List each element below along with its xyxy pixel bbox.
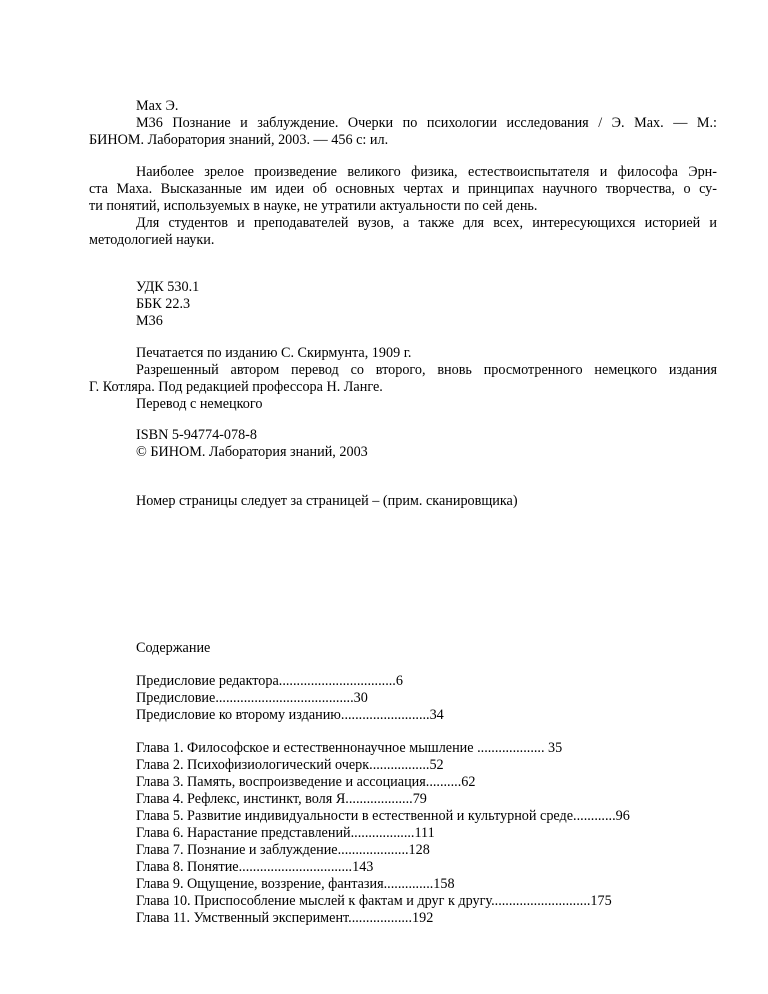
scanner-note-block — [89, 493, 717, 510]
isbn-number: ISBN 5-94774-078-8 — [136, 427, 257, 443]
toc-chapter-4[interactable]: Глава 4. Рефлекс, инстинкт, воля Я...................79 — [136, 791, 427, 807]
toc-chapter-2[interactable]: Глава 2. Психофизиологический очерк.................52 — [136, 757, 444, 773]
toc-entry[interactable]: Предисловие ко второму изданию.........................34 — [136, 707, 444, 723]
toc-chapter-8[interactable]: Глава 8. Понятие................................143 — [136, 859, 374, 875]
scanner-note: Номер страницы следует за страницей – (прим. сканировщика) — [136, 493, 518, 509]
toc-chapter-9[interactable]: Глава 9. Ощущение, воззрение, фантазия..............158 — [136, 876, 455, 892]
toc-chapter-5[interactable]: Глава 5. Развитие индивидуальности в естественной и культурной среде............96 — [136, 808, 630, 824]
classification — [89, 279, 717, 330]
toc-chapters — [89, 740, 717, 927]
annotation-line-1: Наиболее зрелое произведение великого физика, естествоиспытателя и философа Эрн- — [136, 164, 717, 180]
annotation — [89, 164, 717, 249]
toc-front-matter — [89, 673, 717, 724]
author-code: М36 — [136, 313, 163, 329]
title-line-2: БИНОМ. Лаборатория знаний, 2003. — 456 с: ил. — [89, 132, 389, 148]
toc-heading: Содержание — [136, 640, 211, 656]
edition-line-3: Г. Котляра. Под редакцией профессора Н. Ланге. — [89, 379, 383, 395]
annotation-line-5: методологией науки. — [89, 232, 215, 248]
bbk-code: ББК 22.3 — [136, 296, 191, 312]
toc-entry[interactable]: Предисловие редактора.................................6 — [136, 673, 403, 689]
edition-info — [89, 345, 717, 413]
catalog-record — [89, 98, 717, 149]
toc-chapter-10[interactable]: Глава 10. Приспособление мыслей к фактам и друг к другу............................175 — [136, 893, 612, 909]
toc-chapter-6[interactable]: Глава 6. Нарастание представлений..................111 — [136, 825, 435, 841]
annotation-line-3: ти понятий, используемых в науке, не утратили актуальности по сей день. — [89, 198, 538, 214]
annotation-line-4: Для студентов и преподавателей вузов, а также для всех, интересующихся историей и — [136, 215, 717, 231]
toc-heading-block — [89, 640, 717, 657]
annotation-line-2: ста Маха. Высказанные им идеи об основных чертах и принципах научного творчества, о су- — [89, 181, 717, 197]
udk-code: УДК 530.1 — [136, 279, 200, 295]
toc-chapter-1[interactable]: Глава 1. Философское и естественнонаучное мышление ................... 35 — [136, 740, 563, 756]
title-line-1: М36 Познание и заблуждение. Очерки по психологии исследования / Э. Мах. — М.: — [136, 115, 717, 131]
author-line: Мах Э. — [136, 98, 179, 114]
copyright: © БИНОМ. Лаборатория знаний, 2003 — [136, 444, 368, 460]
edition-line-2: Разрешенный автором перевод со второго, вновь просмотренного немецкого издания — [136, 362, 717, 378]
toc-entry[interactable]: Предисловие.......................................30 — [136, 690, 368, 706]
toc-chapter-11[interactable]: Глава 11. Умственный эксперимент..................192 — [136, 910, 434, 926]
edition-line-1: Печатается по изданию С. Скирмунта, 1909 г. — [136, 345, 412, 361]
edition-line-4: Перевод с немецкого — [136, 396, 263, 412]
toc-chapter-7[interactable]: Глава 7. Познание и заблуждение....................128 — [136, 842, 430, 858]
isbn-block — [89, 427, 717, 461]
toc-chapter-3[interactable]: Глава 3. Память, воспроизведение и ассоциация..........62 — [136, 774, 476, 790]
